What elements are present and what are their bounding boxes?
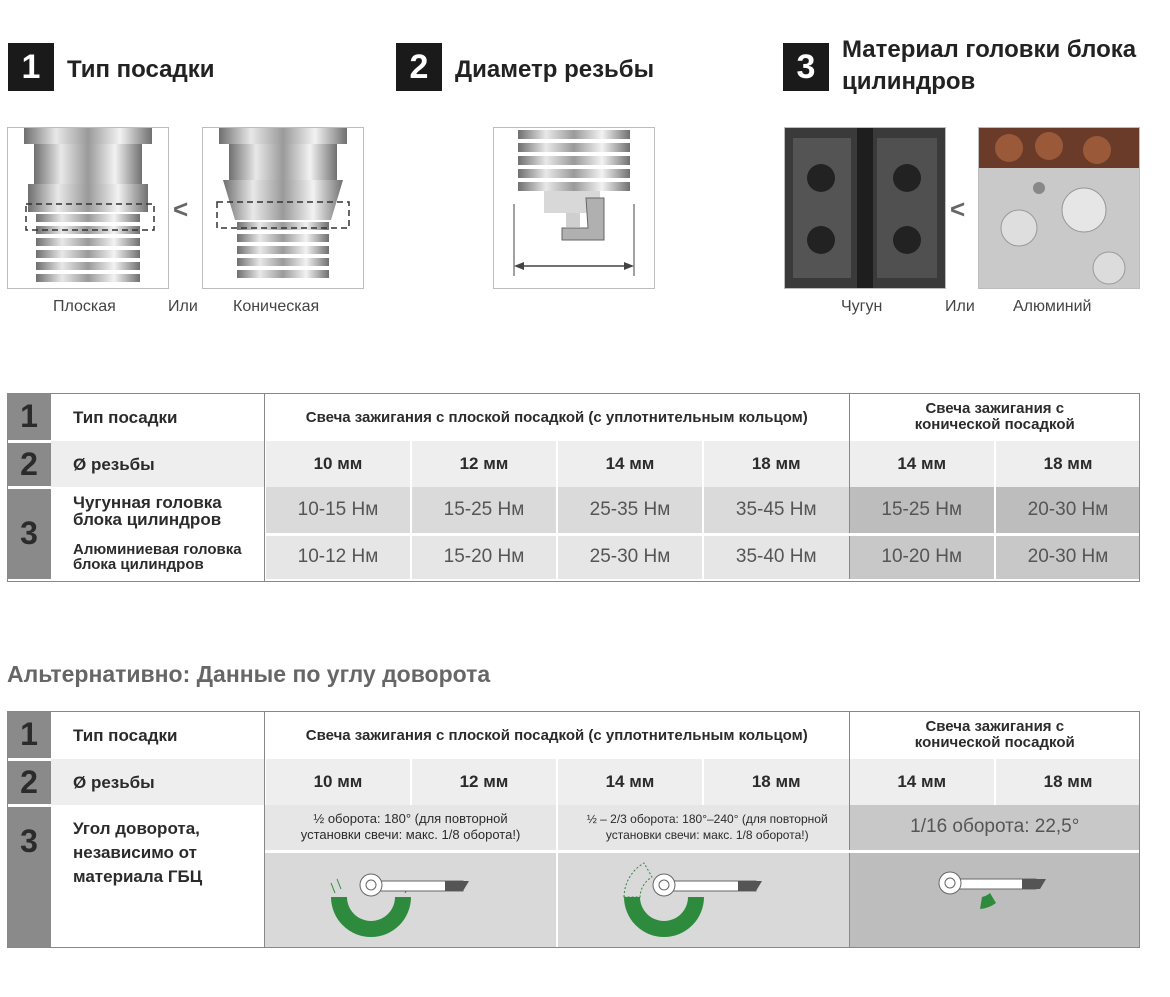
torque-cell: 10-20 Нм — [849, 534, 995, 579]
conical-seat-header — [849, 711, 1140, 759]
angle-label-line1: Угол доворота, — [73, 819, 200, 838]
label-aluminum-head — [51, 534, 265, 579]
aluminum-head-image — [978, 127, 1140, 289]
torque-cell: 25-35 Нм — [557, 487, 703, 534]
torque-cell: 20-30 Нм — [995, 534, 1140, 579]
caption-cast-iron: Чугун — [841, 298, 883, 315]
torque-table-divider — [264, 393, 265, 581]
label-cast-iron-head — [51, 487, 265, 534]
angle-note-small — [265, 805, 557, 851]
diameter-cell: 12 мм — [411, 759, 557, 805]
section-3-number: 3 — [783, 43, 829, 91]
torque-cell: 15-20 Нм — [411, 534, 557, 579]
cast-iron-head-image — [784, 127, 946, 289]
angle-note-conical: 1/16 оборота: 22,5° — [849, 805, 1140, 851]
torque-cell: 35-40 Нм — [703, 534, 849, 579]
flat-seat-plug-image — [7, 127, 169, 289]
row-number-1: 1 — [7, 711, 51, 759]
row-number-2: 2 — [7, 441, 51, 487]
row-number-2: 2 — [7, 759, 51, 805]
angle-diagram-sixteenth — [849, 851, 1140, 948]
caption-aluminum: Алюминий — [1013, 298, 1092, 315]
wrench-sixteenth-turn-icon — [850, 853, 1140, 943]
comparison-sign-3: < — [950, 194, 966, 224]
diameter-cell: 14 мм — [557, 441, 703, 487]
diameter-cell: 18 мм — [995, 441, 1140, 487]
label-thread-diameter: Ø резьбы — [51, 759, 265, 805]
cast-label-line1: Чугунная головка — [73, 492, 222, 512]
diameter-cell: 18 мм — [703, 759, 849, 805]
diameter-cell: 18 мм — [995, 759, 1140, 805]
angle-note-medium — [557, 805, 849, 851]
torque-cell: 35-45 Нм — [703, 487, 849, 534]
angle-label-line2: независимо от — [73, 843, 197, 862]
alu-label-line1: Алюминиевая головка — [73, 540, 242, 558]
diameter-cell: 18 мм — [703, 441, 849, 487]
label-seat-type: Тип посадки — [51, 393, 265, 441]
angle-diagram-two-thirds — [557, 851, 849, 948]
label-thread-diameter: Ø резьбы — [51, 441, 265, 487]
angle-label-line3: материала ГБЦ — [73, 867, 203, 886]
torque-cell: 15-25 Нм — [411, 487, 557, 534]
conical-header-line1: Свеча зажигания с — [925, 400, 1065, 417]
alternative-title: Альтернативно: Данные по углу доворота — [7, 661, 491, 687]
torque-cell: 10-15 Нм — [265, 487, 411, 534]
wrench-two-thirds-turn-icon — [558, 853, 850, 943]
conical-header-line2: конической посадкой — [914, 734, 1075, 751]
torque-cell: 25-30 Нм — [557, 534, 703, 579]
caption-or-3: Или — [945, 298, 975, 315]
row-number-1: 1 — [7, 393, 51, 441]
note-a-line1: ½ оборота: 180° (для повторной — [313, 811, 508, 827]
angle-table-divider — [264, 711, 265, 947]
section-3-title-line1: Материал головки блока — [842, 36, 1137, 63]
section-2-title: Диаметр резьбы — [455, 56, 655, 83]
label-seat-type: Тип посадки — [51, 711, 265, 759]
conical-header-line2: конической посадкой — [914, 416, 1075, 433]
diameter-cell: 14 мм — [557, 759, 703, 805]
note-a-line2: установки свечи: макс. 1/8 оборота!) — [300, 827, 521, 843]
section-1-title: Тип посадки — [67, 56, 215, 83]
note-b-line1: ½ – 2/3 оборота: 180°–240° (для повторной — [586, 812, 828, 827]
cast-label-line2: блока цилиндров — [73, 509, 222, 529]
section-1-number: 1 — [8, 43, 54, 91]
conical-header-line1: Свеча зажигания с — [925, 718, 1065, 735]
diameter-cell: 12 мм — [411, 441, 557, 487]
torque-table — [7, 393, 1140, 579]
row-number-3: 3 — [7, 487, 51, 579]
section-3-title-line2: цилиндров — [842, 68, 976, 95]
torque-cell: 10-12 Нм — [265, 534, 411, 579]
note-b-line2: установки свечи: макс. 1/8 оборота!) — [605, 828, 809, 843]
diameter-cell: 14 мм — [849, 441, 995, 487]
diameter-cell: 10 мм — [265, 441, 411, 487]
alu-label-line2: блока цилиндров — [73, 555, 204, 573]
diameter-cell: 10 мм — [265, 759, 411, 805]
comparison-sign-1: < — [173, 194, 189, 224]
section-2-number: 2 — [396, 43, 442, 91]
torque-cell: 15-25 Нм — [849, 487, 995, 534]
row-number-3: 3 — [7, 805, 51, 948]
conical-seat-header — [849, 393, 1140, 441]
diameter-cell: 14 мм — [849, 759, 995, 805]
caption-or-1: Или — [168, 298, 198, 315]
conical-seat-plug-image — [202, 127, 364, 289]
angle-table — [7, 711, 1140, 948]
wrench-half-turn-icon — [265, 853, 557, 943]
label-turn-angle — [51, 805, 265, 948]
angle-diagram-half-turn — [265, 851, 557, 948]
flat-seat-header: Свеча зажигания с плоской посадкой (с уплотнительным кольцом) — [265, 393, 849, 441]
torque-cell: 20-30 Нм — [995, 487, 1140, 534]
caption-conical: Коническая — [233, 298, 320, 315]
thread-diameter-image — [493, 127, 655, 289]
flat-seat-header: Свеча зажигания с плоской посадкой (с уплотнительным кольцом) — [265, 711, 849, 759]
caption-flat: Плоская — [53, 298, 116, 315]
